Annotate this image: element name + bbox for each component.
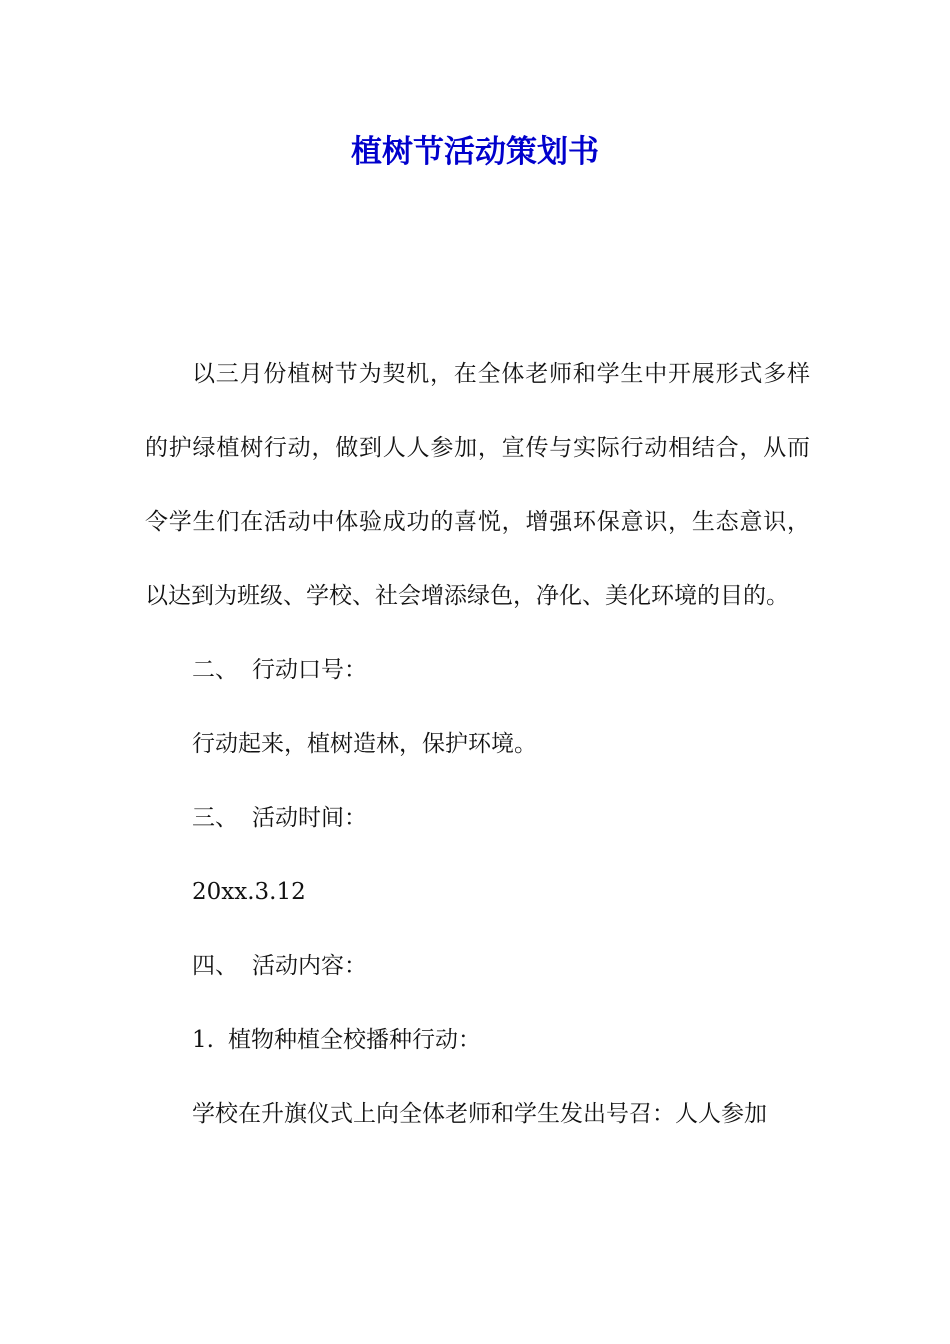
section-heading: 活动内容：: [252, 953, 367, 979]
document-body: [145, 337, 810, 1151]
activity-date: 20xx.3.12: [192, 879, 306, 905]
intro-paragraph: 以三月份植树节为契机，在全体老师和学生中开展形式多样的护绿植树行动，做到人人参加，宣传与实际行动相结合，从而令学生们在活动中体验成功的喜悦，增强环保意识，生态意识，以达到为班级、学校、社会增添绿色，净化、美化环境的目的。: [145, 361, 810, 609]
subsection-title: 植物种植全校播种行动：: [228, 1027, 481, 1053]
document-title: 植树节活动策划书: [351, 134, 599, 170]
section-number: 三、: [192, 805, 238, 831]
subsection-heading: [145, 1003, 810, 1077]
section-heading-time: [145, 781, 810, 855]
section-heading: 活动时间：: [252, 805, 367, 831]
section-heading-content: [145, 929, 810, 1003]
section-number: 四、: [192, 953, 238, 979]
section-heading: 行动口号：: [252, 657, 367, 683]
body-last-line: 学校在升旗仪式上向全体老师和学生发出号召：人人参加: [192, 1101, 767, 1127]
slogan-text: 行动起来，植树造林，保护环境。: [192, 731, 537, 757]
section-heading-slogan: [145, 633, 810, 707]
subsection-number: 1.: [192, 1027, 214, 1053]
section-number: 二、: [192, 657, 238, 683]
